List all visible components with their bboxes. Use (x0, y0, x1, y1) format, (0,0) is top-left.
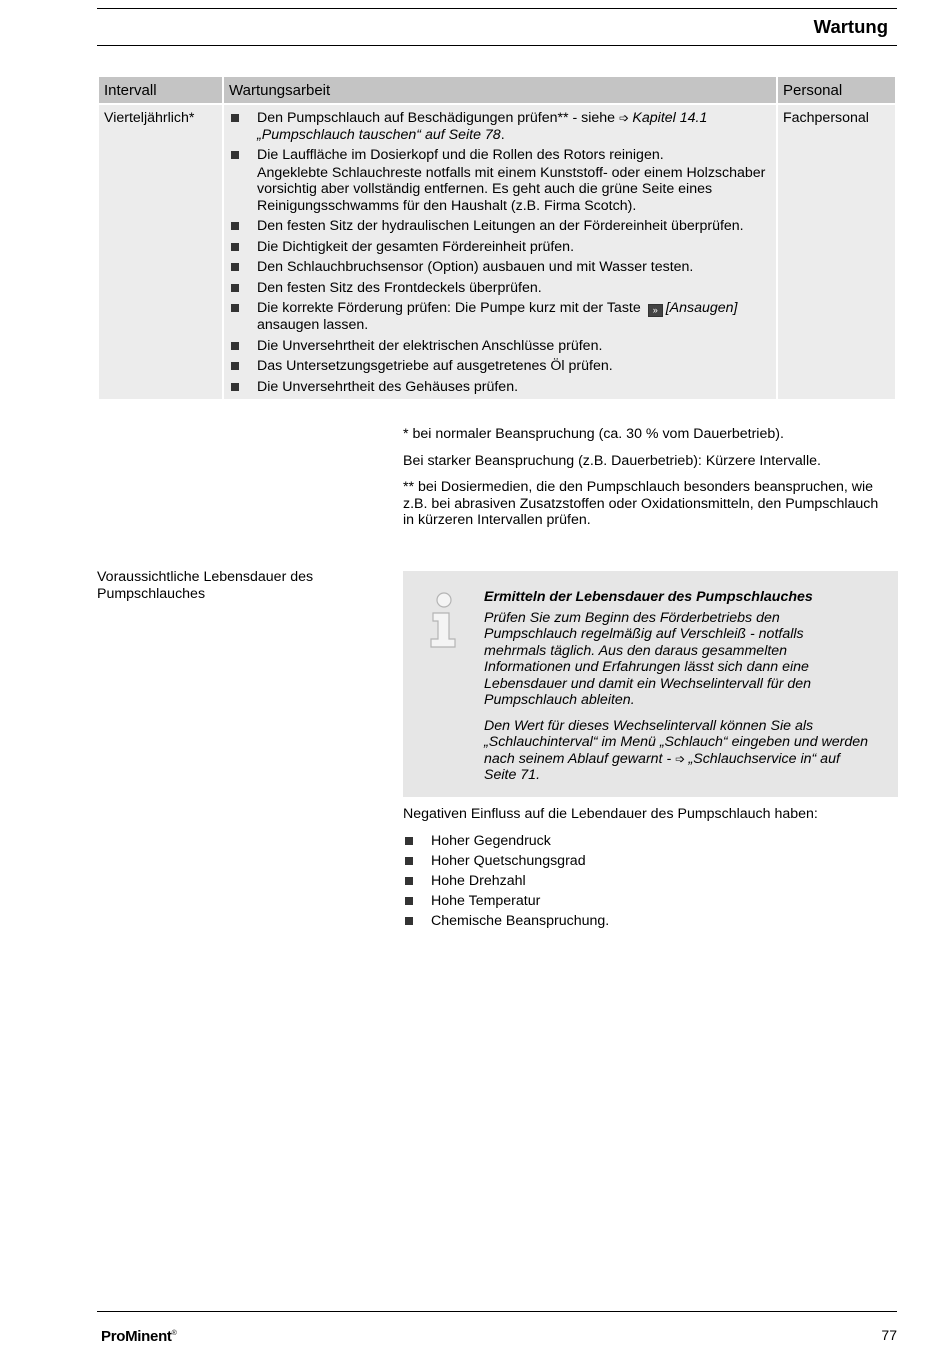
list-item: Chemische Beanspruchung. (403, 913, 893, 930)
list-item (229, 239, 771, 256)
square-bullet-icon (231, 383, 239, 391)
square-bullet-icon (405, 837, 413, 845)
list-item: Die korrekte Förderung prüfen: Die Pumpe kurz mit der Taste » [Ansaugen] ansaugen lassen. (229, 300, 771, 334)
task-text: Die Lauffläche im Dosierkopf und die Rollen des Rotors reinigen. (257, 147, 664, 163)
task-text: Die Unversehrtheit des Gehäuses prüfen. (257, 378, 519, 395)
footnote-1: * bei normaler Beanspruchung (ca. 30 % vom Dauerbetrieb). (403, 426, 784, 442)
task-text: Die Unversehrtheit der elektrischen Anschlüsse prüfen. (257, 337, 603, 354)
footnote-3: ** bei Dosiermedien, die den Pumpschlauch besonders beanspruchen, wie z.B. bei abrasiven Zusatzstoffen oder Oxidationsmitteln, den Pumpschlauch in kürzeren Intervallen prüfen. (403, 479, 879, 528)
task-text: Den festen Sitz der hydraulischen Leitungen an der Fördereinheit überprüfen. (257, 218, 744, 234)
square-bullet-icon (231, 222, 239, 230)
negative-intro: Negativen Einfluss auf die Lebendauer des Pumpschlauch haben: (403, 806, 818, 822)
col-header-personnel: Personal (778, 77, 895, 103)
info-title: Ermitteln der Lebensdauer des Pumpschlauches (484, 589, 813, 605)
key-label: [Ansaugen] (665, 300, 738, 316)
square-bullet-icon (231, 243, 239, 251)
square-bullet-icon (405, 877, 413, 885)
list-item: Den Pumpschlauch auf Beschädigungen prüfen** - siehe ➩ Kapitel 14.1 „Pumpschlauch tauschen“ auf Seite 78. (229, 110, 771, 143)
list-item: Hohe Temperatur (403, 893, 893, 910)
info-paragraph-2: Den Wert für dieses Wechselintervall können Sie als „Schlauchinterval“ im Menü „Schlauch“ eingeben und werden nach seinem Ablauf gewarnt - ➩ „Schlauchservice in“ auf Seite 71. (484, 717, 869, 783)
col-header-task: Wartungsarbeit (224, 77, 776, 103)
header-rule-bottom (97, 45, 897, 46)
list-item (229, 338, 771, 355)
footnote-2: Bei starker Beanspruchung (z.B. Dauerbetrieb): Kürzere Intervalle. (403, 452, 821, 469)
section-side-title: Voraussichtliche Lebensdauer des Pumpschlauches (97, 569, 314, 602)
square-bullet-icon (231, 304, 239, 312)
square-bullet-icon (231, 284, 239, 292)
square-bullet-icon (231, 342, 239, 350)
list-item (229, 379, 771, 396)
chapter-reference-link[interactable]: Kapitel 14.1 „Pumpschlauch tauschen“ auf Seite 78 (257, 110, 708, 143)
square-bullet-icon (231, 263, 239, 271)
task-text: Die Dichtigkeit der gesamten Fördereinheit prüfen. (257, 238, 575, 255)
task-text: Den festen Sitz des Frontdeckels überprüfen. (257, 279, 542, 296)
task-text: Den Schlauchbruchsensor (Option) ausbauen und mit Wasser testen. (257, 259, 694, 275)
page-title: Wartung (813, 16, 888, 37)
col-header-interval: Intervall (99, 77, 222, 103)
negative-list (403, 833, 893, 930)
reference-arrow-icon: ➩ (675, 751, 689, 766)
square-bullet-icon (231, 362, 239, 370)
interval-cell: Vierteljährlich* (99, 105, 222, 399)
task-text: Die korrekte Förderung prüfen: Die Pumpe kurz mit der Taste (257, 300, 645, 316)
task-list (229, 110, 771, 395)
table-header-row (99, 77, 895, 103)
list-item: Hoher Quetschungsgrad (403, 853, 893, 870)
personnel-cell: Fachpersonal (778, 105, 895, 399)
info-icon (425, 591, 463, 651)
header-rule-top (97, 8, 897, 9)
list-item (229, 259, 771, 276)
negative-influence-section (403, 806, 893, 933)
page-reference-link[interactable]: „Schlauchservice in“ auf Seite 71 (484, 750, 840, 783)
task-cell (224, 105, 776, 399)
fast-forward-key-icon: » (648, 304, 663, 317)
list-item: Hohe Drehzahl (403, 873, 893, 890)
list-item (229, 147, 771, 214)
square-bullet-icon (405, 857, 413, 865)
square-bullet-icon (231, 114, 239, 122)
task-text: Den Pumpschlauch auf Beschädigungen prüfen** - siehe (257, 110, 620, 126)
list-item (229, 218, 771, 235)
square-bullet-icon (405, 917, 413, 925)
reference-arrow-icon: ➩ (619, 111, 633, 125)
task-subtext: Angeklebte Schlauchreste notfalls mit einem Kunststoff- oder einem Holzschaber vorsichtig aber vollständig entfernen. Es geht auch die grüne Seite eines Reinigungsschwamms für den Haushalt (z.B. Firma Scotch). (257, 164, 766, 214)
footer-rule (97, 1311, 897, 1312)
info-paragraph-1: Prüfen Sie zum Beginn des Förderbetriebs den Pumpschlauch regelmäßig auf Verschleiß - notfalls mehrmals täglich. Aus den daraus gesammelten Informationen und Erfahrungen lässt sich dann eine Lebensdauer und damit ein Wechselintervall für den Pumpschlauch ableiten. (484, 609, 812, 708)
list-item: Hoher Gegendruck (403, 833, 893, 850)
square-bullet-icon (231, 151, 239, 159)
page-number: 77 (881, 1327, 897, 1343)
brand-logo: ProMinent® (101, 1328, 177, 1345)
info-text (484, 589, 869, 793)
list-item (229, 358, 771, 375)
table-row (99, 105, 895, 399)
task-text: Das Untersetzungsgetriebe auf ausgetretenes Öl prüfen. (257, 358, 613, 374)
maintenance-table (97, 75, 897, 401)
footnotes (403, 426, 893, 539)
list-item (229, 280, 771, 297)
info-box (403, 571, 898, 797)
square-bullet-icon (405, 897, 413, 905)
